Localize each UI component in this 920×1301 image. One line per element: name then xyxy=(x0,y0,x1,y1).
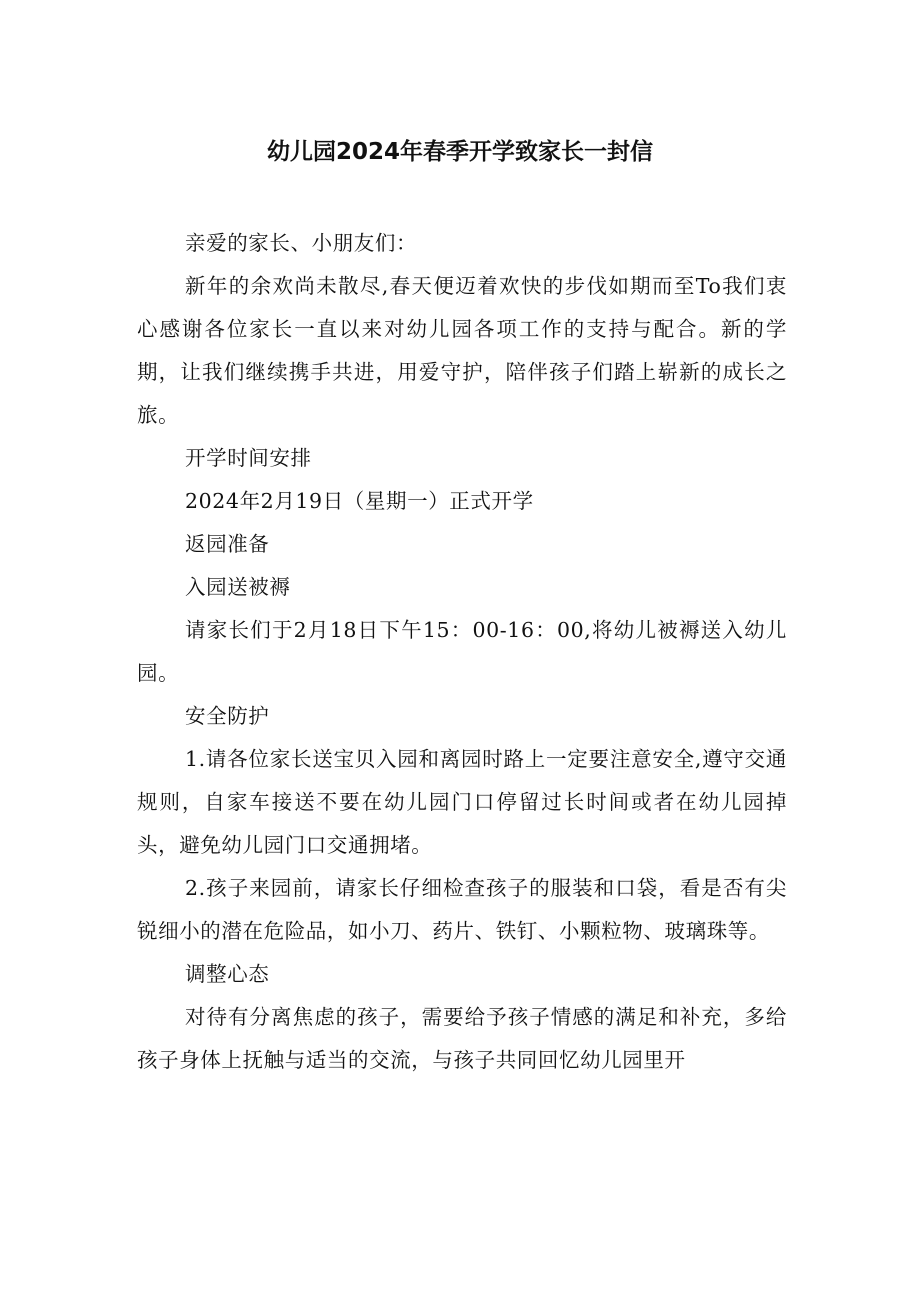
section-heading-mindset: 调整心态 xyxy=(185,962,270,986)
section-heading-schedule: 开学时间安排 xyxy=(185,446,312,470)
letter-body xyxy=(137,222,787,1082)
section-heading-safety: 安全防护 xyxy=(185,704,270,728)
safety-item-2: 2.孩子来园前，请家长仔细检查孩子的服装和口袋，看是否有尖锐细小的潜在危险品，如小刀、药片、铁钉、小颗粒物、玻璃珠等。 xyxy=(137,876,787,943)
bedding-paragraph: 请家长们于2月18日下午15：00-16：00,将幼儿被褥送入幼儿园。 xyxy=(137,618,787,685)
safety-item-1: 1.请各位家长送宝贝入园和离园时路上一定要注意安全,遵守交通规则，自家车接送不要在幼儿园门口停留过长时间或者在幼儿园掉头，避免幼儿园门口交通拥堵。 xyxy=(137,747,787,857)
start-date-text: 2024年2月19日（星期一）正式开学 xyxy=(185,489,534,513)
document-title: 幼儿园2024年春季开学致家长一封信 xyxy=(266,139,653,165)
greeting: 亲爱的家长、小朋友们： xyxy=(185,231,418,255)
section-heading-bedding: 入园送被褥 xyxy=(185,575,291,599)
mindset-paragraph: 对待有分离焦虑的孩子，需要给予孩子情感的满足和补充，多给孩子身体上抚触与适当的交流，与孩子共同回忆幼儿园里开 xyxy=(137,1005,787,1072)
intro-paragraph: 新年的余欢尚未散尽,春天便迈着欢快的步伐如期而至To我们衷心感谢各位家长一直以来对幼儿园各项工作的支持与配合。新的学期，让我们继续携手共进，用爱守护，陪伴孩子们踏上崭新的成长之旅。 xyxy=(137,274,787,427)
section-heading-return-prep: 返园准备 xyxy=(185,532,270,556)
